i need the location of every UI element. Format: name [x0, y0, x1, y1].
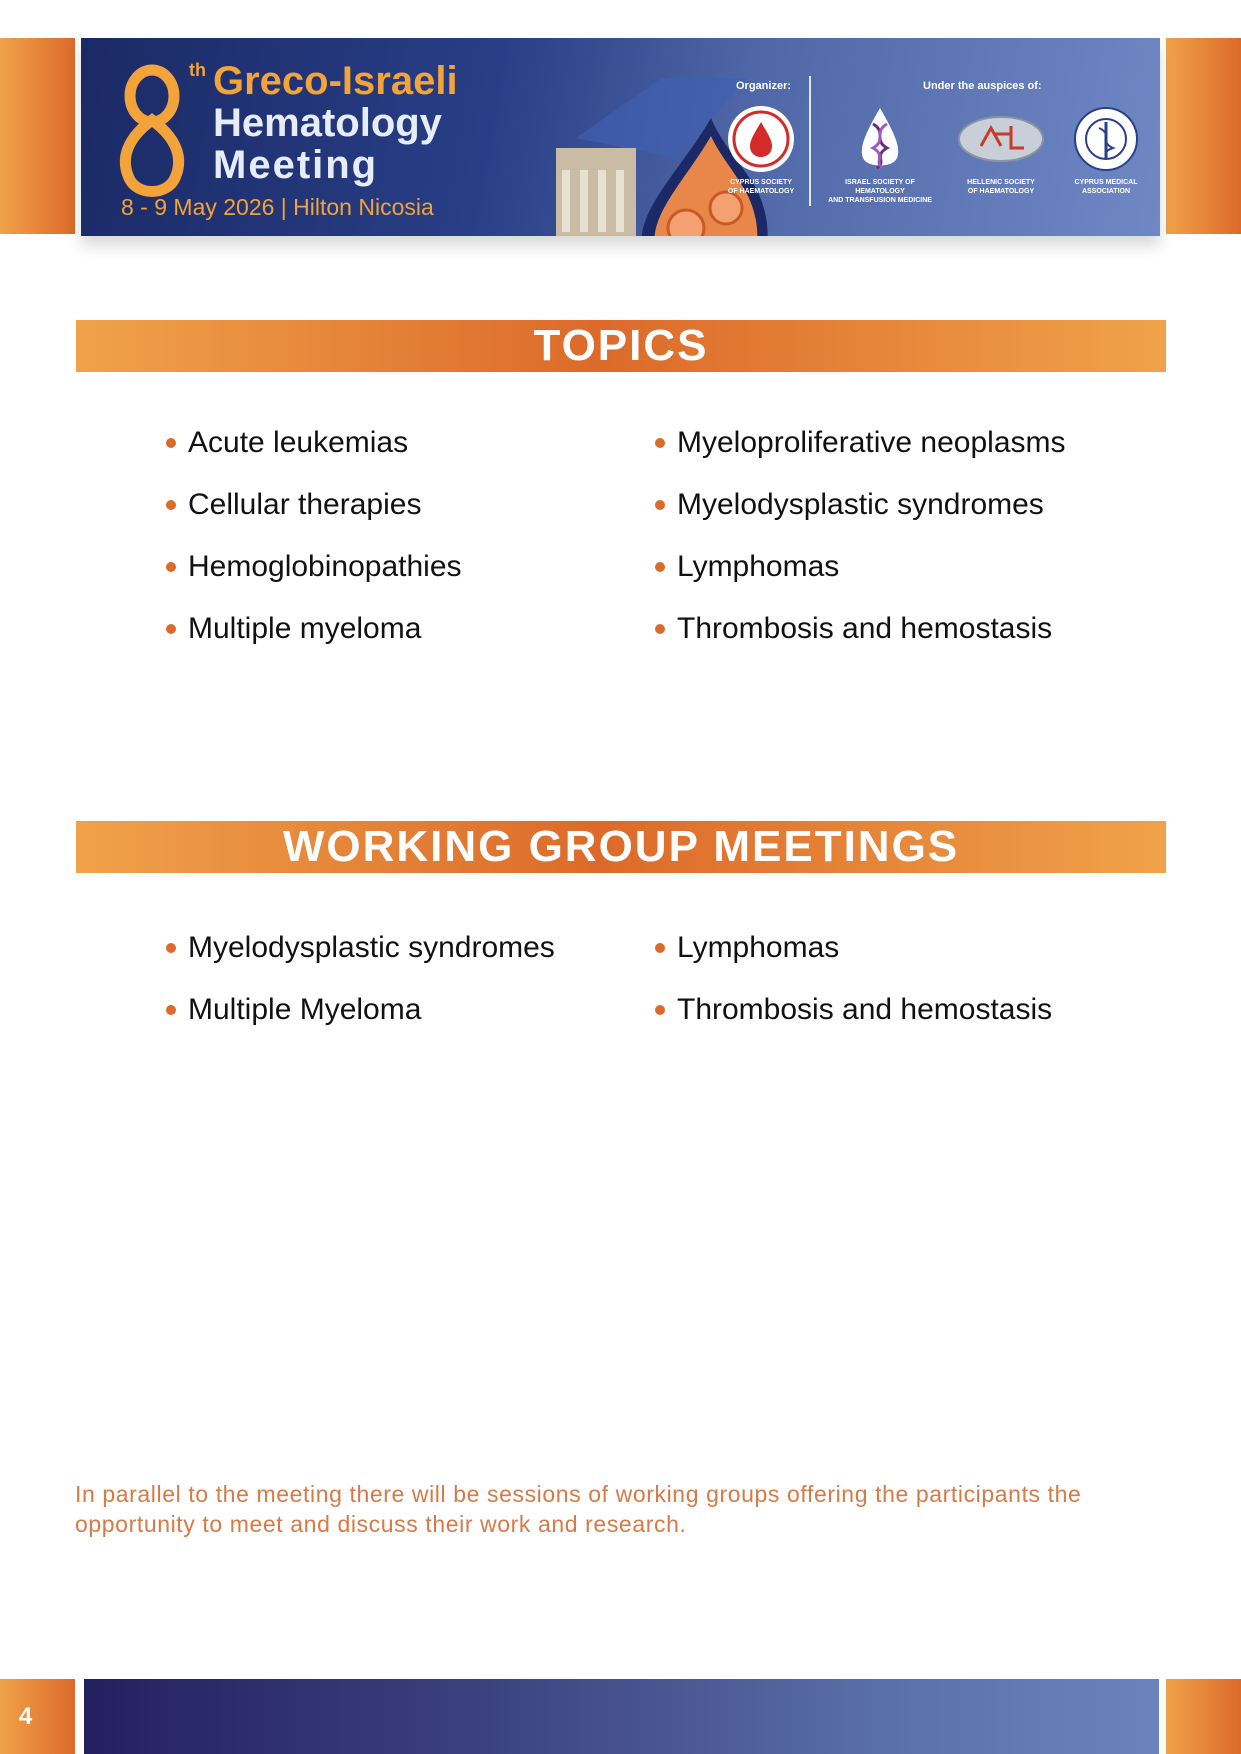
logo-caption-3: HELLENIC SOCIETY OF HAEMATOLOGY [967, 179, 1035, 195]
list-item: Lymphomas [655, 917, 1052, 979]
page-number-box [0, 1679, 75, 1754]
list-item: Acute leukemias [166, 412, 462, 474]
topics-heading: TOPICS [76, 320, 1166, 372]
topics-left-list [166, 412, 462, 660]
footer-bar [84, 1679, 1159, 1754]
banner-title-line-1: Greco-Israeli [213, 59, 458, 103]
bullet-icon [655, 1005, 665, 1015]
list-item: Hemoglobinopathies [166, 536, 462, 598]
list-item: Cellular therapies [166, 474, 462, 536]
footer-right-bar [1166, 1679, 1241, 1754]
bullet-icon [166, 1005, 176, 1015]
list-item: Multiple Myeloma [166, 979, 555, 1041]
cyprus-medical-association-logo [1071, 104, 1141, 174]
right-side-bar [1166, 38, 1241, 234]
working-groups-left-list [166, 917, 555, 1041]
working-groups-note: In parallel to the meeting there will be sessions of working groups offering the participants the opportunity to meet and discuss their work and research. [75, 1481, 1082, 1537]
bullet-icon [655, 943, 665, 953]
bullet-icon [166, 562, 176, 572]
bullet-icon [166, 624, 176, 634]
banner-title-line-3: Meeting [213, 143, 379, 187]
organizer-label: Organizer: [736, 80, 792, 92]
ordinal-suffix: th [189, 60, 206, 80]
working-groups-heading: WORKING GROUP MEETINGS [76, 821, 1166, 873]
left-side-bar [0, 38, 75, 234]
list-item: Thrombosis and hemostasis [655, 598, 1066, 660]
bullet-icon [655, 624, 665, 634]
auspices-label: Under the auspices of: [923, 80, 1042, 92]
event-banner [81, 38, 1160, 236]
list-item: Myeloproliferative neoplasms [655, 412, 1066, 474]
banner-title-line-2: Hematology [213, 101, 442, 145]
hellenic-society-haematology-logo [956, 104, 1046, 174]
list-item: Lymphomas [655, 536, 1066, 598]
bullet-icon [166, 500, 176, 510]
working-groups-right-list [655, 917, 1052, 1041]
list-item: Myelodysplastic syndromes [655, 474, 1066, 536]
israel-society-hematology-logo [845, 104, 915, 174]
bullet-icon [166, 943, 176, 953]
bullet-icon [655, 562, 665, 572]
event-dates-venue: 8 - 9 May 2026 | Hilton Nicosia [121, 194, 434, 220]
list-item: Multiple myeloma [166, 598, 462, 660]
figure-eight-logo-icon [117, 60, 187, 200]
list-item: Myelodysplastic syndromes [166, 917, 555, 979]
logo-caption-1: CYPRUS SOCIETY OF HAEMATOLOGY [727, 179, 795, 195]
logo-caption-4: CYPRUS MEDICAL ASSOCIATION [1074, 179, 1138, 195]
bullet-icon [166, 438, 176, 448]
page-number: 4 [18, 1703, 33, 1730]
list-item: Thrombosis and hemostasis [655, 979, 1052, 1041]
cyprus-society-haematology-logo [726, 104, 796, 174]
bullet-icon [655, 500, 665, 510]
bullet-icon [655, 438, 665, 448]
topics-right-list [655, 412, 1066, 660]
logo-caption-2: ISRAEL SOCIETY OF HEMATOLOGY AND TRANSFUSION MEDICINE [828, 179, 932, 204]
